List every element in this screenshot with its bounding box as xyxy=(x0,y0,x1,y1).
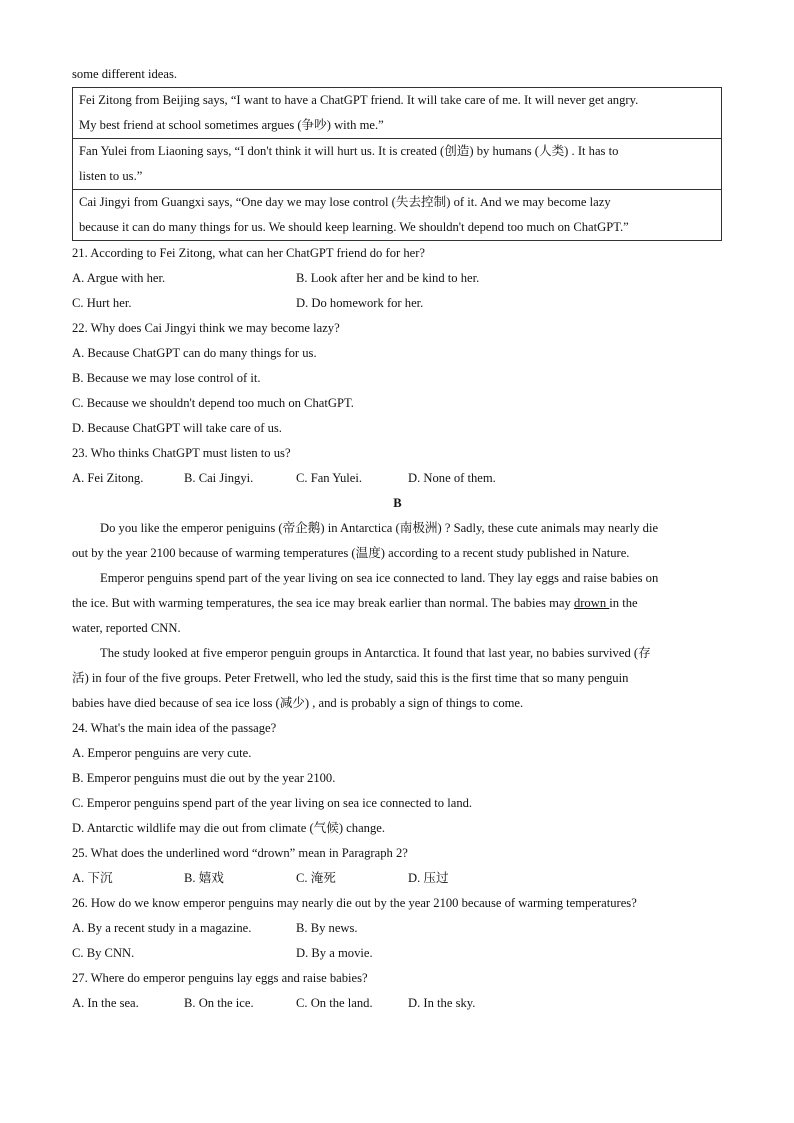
section-heading-b: B xyxy=(393,496,402,510)
passage-line: The study looked at five emperor penguin groups in Antarctica. It found that last year, no babies survived (存 xyxy=(100,646,651,660)
quote-line: My best friend at school sometimes argues (争吵) with me.” xyxy=(79,118,384,132)
option-24-a: A. Emperor penguins are very cute. xyxy=(72,746,252,760)
intro-tail: some different ideas. xyxy=(72,67,178,81)
option-26-d: D. By a movie. xyxy=(296,946,373,960)
quote-row xyxy=(73,88,722,139)
quote-row xyxy=(73,190,722,241)
question-27-options xyxy=(72,991,723,1016)
question-27-stem: 27. Where do emperor penguins lay eggs and raise babies? xyxy=(72,971,368,985)
passage-line: out by the year 2100 because of warming temperatures (温度) according to a recent study published in Nature. xyxy=(72,546,630,560)
quote-cell xyxy=(73,190,722,241)
document-page xyxy=(72,62,723,1016)
quote-line: listen to us.” xyxy=(79,169,143,183)
passage-line: Do you like the emperor peniguins (帝企鹅) in Antarctica (南极洲) ? Sadly, these cute animals may nearly die xyxy=(100,521,659,535)
question-26-options-row2 xyxy=(72,941,723,966)
question-25-options xyxy=(72,866,723,891)
quotes-table xyxy=(72,87,722,241)
option-23-d: D. None of them. xyxy=(408,471,496,485)
passage-line: babies have died because of sea ice loss (减少) , and is probably a sign of things to come. xyxy=(72,696,524,710)
quote-cell xyxy=(73,88,722,139)
option-22-d: D. Because ChatGPT will take care of us. xyxy=(72,421,282,435)
question-23-stem: 23. Who thinks ChatGPT must listen to us? xyxy=(72,446,291,460)
option-24-c: C. Emperor penguins spend part of the year living on sea ice connected to land. xyxy=(72,796,473,810)
option-27-d: D. In the sky. xyxy=(408,996,476,1010)
question-22-stem: 22. Why does Cai Jingyi think we may become lazy? xyxy=(72,321,340,335)
option-27-b: B. On the ice. xyxy=(184,996,254,1010)
option-26-b: B. By news. xyxy=(296,921,358,935)
option-25-d: D. 压过 xyxy=(408,871,449,885)
question-26-options-row1 xyxy=(72,916,723,941)
passage-line: 活) in four of the five groups. Peter Fretwell, who led the study, said this is the first time that so many penguin xyxy=(72,671,629,685)
passage-text: the ice. But with warming temperatures, the sea ice may break earlier than normal. The babies may xyxy=(72,596,574,610)
quote-line: Cai Jingyi from Guangxi says, “One day we may lose control (失去控制) of it. And we may become lazy xyxy=(79,195,611,209)
underlined-word-drown: drown xyxy=(573,596,610,610)
option-22-c: C. Because we shouldn't depend too much on ChatGPT. xyxy=(72,396,354,410)
option-24-d: D. Antarctic wildlife may die out from climate (气候) change. xyxy=(72,821,385,835)
question-26-stem: 26. How do we know emperor penguins may nearly die out by the year 2100 because of warming temperatures? xyxy=(72,896,637,910)
question-21-options-row2 xyxy=(72,291,723,316)
option-23-c: C. Fan Yulei. xyxy=(296,471,362,485)
question-21-options-row1 xyxy=(72,266,723,291)
question-24-stem: 24. What's the main idea of the passage? xyxy=(72,721,277,735)
option-27-a: A. In the sea. xyxy=(72,996,139,1010)
quote-line: Fei Zitong from Beijing says, “I want to have a ChatGPT friend. It will take care of me. It will never get angry. xyxy=(79,93,639,107)
option-22-a: A. Because ChatGPT can do many things for us. xyxy=(72,346,317,360)
option-27-c: C. On the land. xyxy=(296,996,373,1010)
option-21-d: D. Do homework for her. xyxy=(296,296,424,310)
quote-row xyxy=(73,139,722,190)
quote-line: Fan Yulei from Liaoning says, “I don't think it will hurt us. It is created (创造) by humans (人类) . It has to xyxy=(79,144,619,158)
option-22-b: B. Because we may lose control of it. xyxy=(72,371,261,385)
passage-text: in the xyxy=(609,596,638,610)
option-21-b: B. Look after her and be kind to her. xyxy=(296,271,480,285)
question-23-options xyxy=(72,466,723,491)
option-25-b: B. 嬉戏 xyxy=(184,871,224,885)
question-25-stem: 25. What does the underlined word “drown” mean in Paragraph 2? xyxy=(72,846,408,860)
passage-line: water, reported CNN. xyxy=(72,621,181,635)
quote-cell xyxy=(73,139,722,190)
option-23-b: B. Cai Jingyi. xyxy=(184,471,254,485)
option-24-b: B. Emperor penguins must die out by the year 2100. xyxy=(72,771,336,785)
question-21-stem: 21. According to Fei Zitong, what can her ChatGPT friend do for her? xyxy=(72,246,426,260)
option-25-c: C. 淹死 xyxy=(296,871,336,885)
option-26-a: A. By a recent study in a magazine. xyxy=(72,921,252,935)
option-25-a: A. 下沉 xyxy=(72,871,113,885)
option-23-a: A. Fei Zitong. xyxy=(72,471,144,485)
option-26-c: C. By CNN. xyxy=(72,946,135,960)
passage-line: Emperor penguins spend part of the year living on sea ice connected to land. They lay eggs and raise babies on xyxy=(100,571,659,585)
option-21-c: C. Hurt her. xyxy=(72,296,132,310)
option-21-a: A. Argue with her. xyxy=(72,271,166,285)
quote-line: because it can do many things for us. We should keep learning. We shouldn't depend too much on ChatGPT.” xyxy=(79,220,629,234)
passage-line xyxy=(72,591,723,616)
